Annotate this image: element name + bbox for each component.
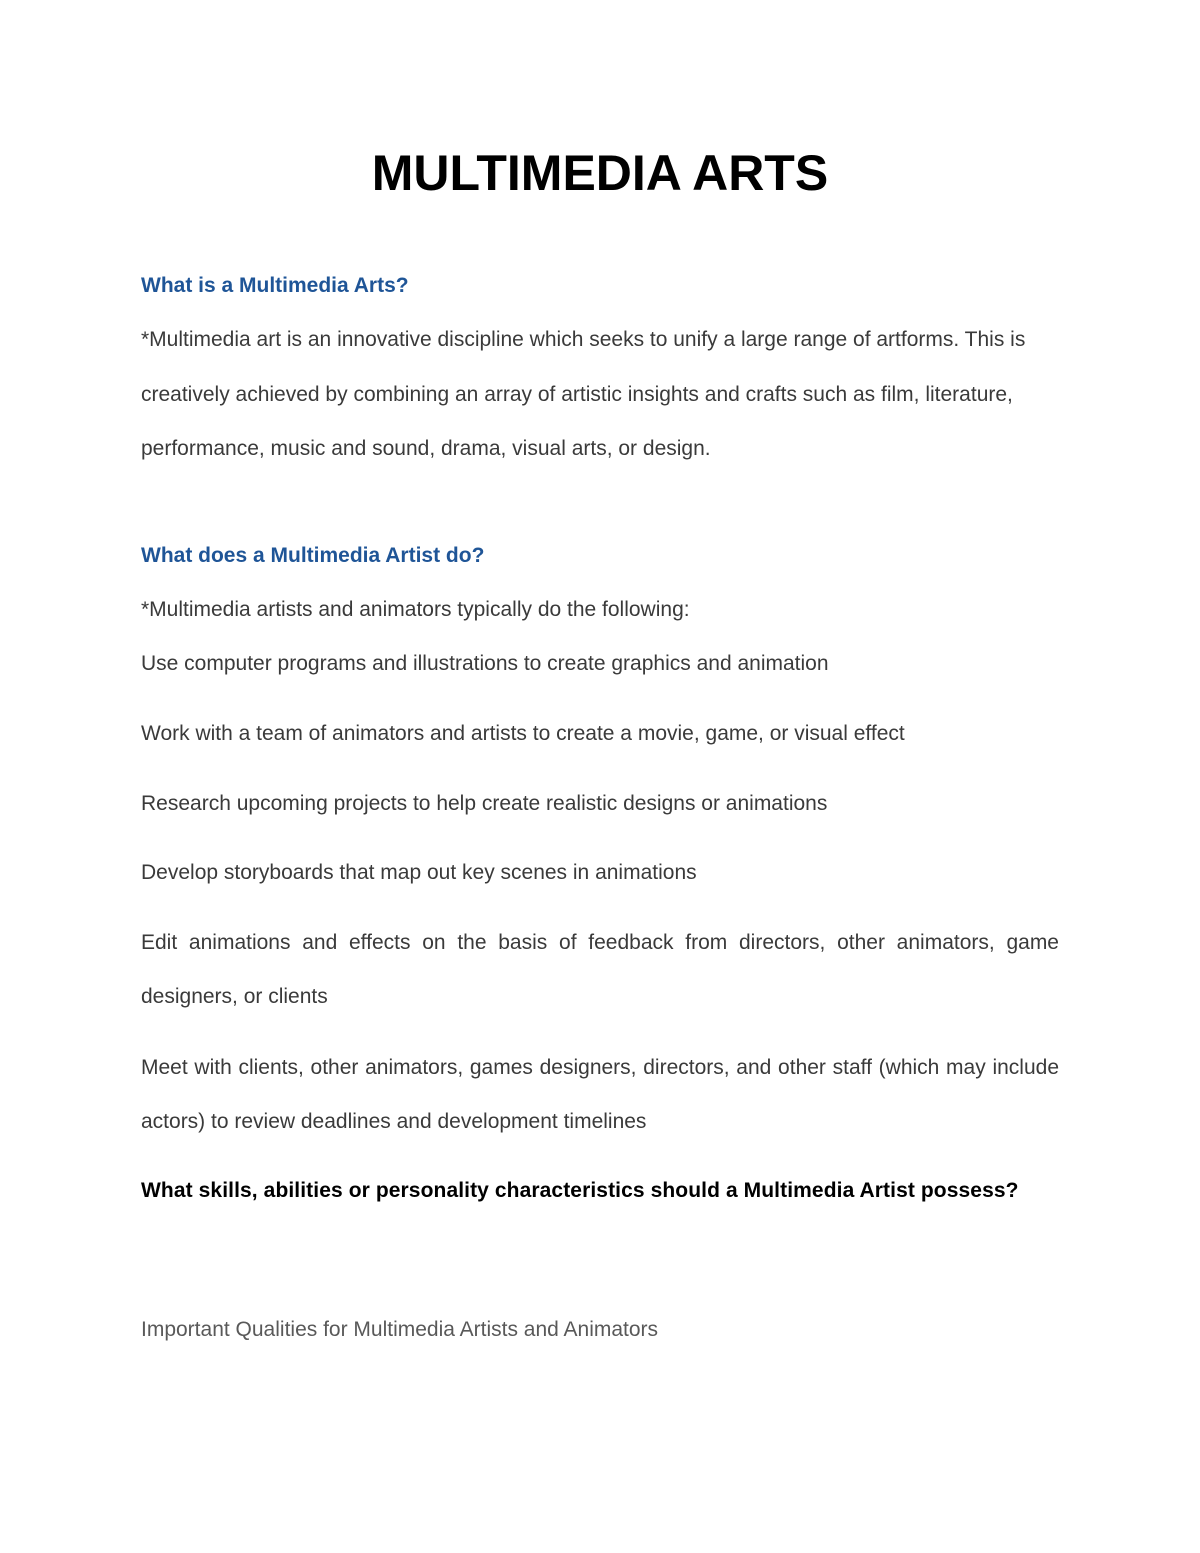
list-item: Edit animations and effects on the basis of feedback from directors, other animators, game designers, or clients	[141, 931, 1059, 1008]
paragraph-intro: *Multimedia artists and animators typically do the following:	[141, 598, 690, 621]
list-item: Research upcoming projects to help create realistic designs or animations	[141, 792, 828, 815]
paragraph-definition: *Multimedia art is an innovative discipline which seeks to unify a large range of artforms. This is creatively achieved by combining an array of artistic insights and crafts such as film, literature, performance, music and sound, drama, visual arts, or design.	[141, 328, 1026, 460]
list-item: Develop storyboards that map out key scenes in animations	[141, 861, 697, 884]
section-heading-what-is: What is a Multimedia Arts?	[141, 274, 409, 297]
section-heading-skills: What skills, abilities or personality characteristics should a Multimedia Artist possess?	[141, 1179, 1019, 1202]
subheading-important-qualities: Important Qualities for Multimedia Artists and Animators	[141, 1318, 659, 1341]
list-item: Meet with clients, other animators, games designers, directors, and other staff (which may include actors) to review deadlines and development timelines	[141, 1056, 1059, 1133]
section-heading-what-does: What does a Multimedia Artist do?	[141, 544, 485, 567]
list-item: Work with a team of animators and artists to create a movie, game, or visual effect	[141, 722, 905, 745]
document-title: MULTIMEDIA ARTS	[371, 145, 829, 201]
list-item: Use computer programs and illustrations to create graphics and animation	[141, 652, 829, 675]
